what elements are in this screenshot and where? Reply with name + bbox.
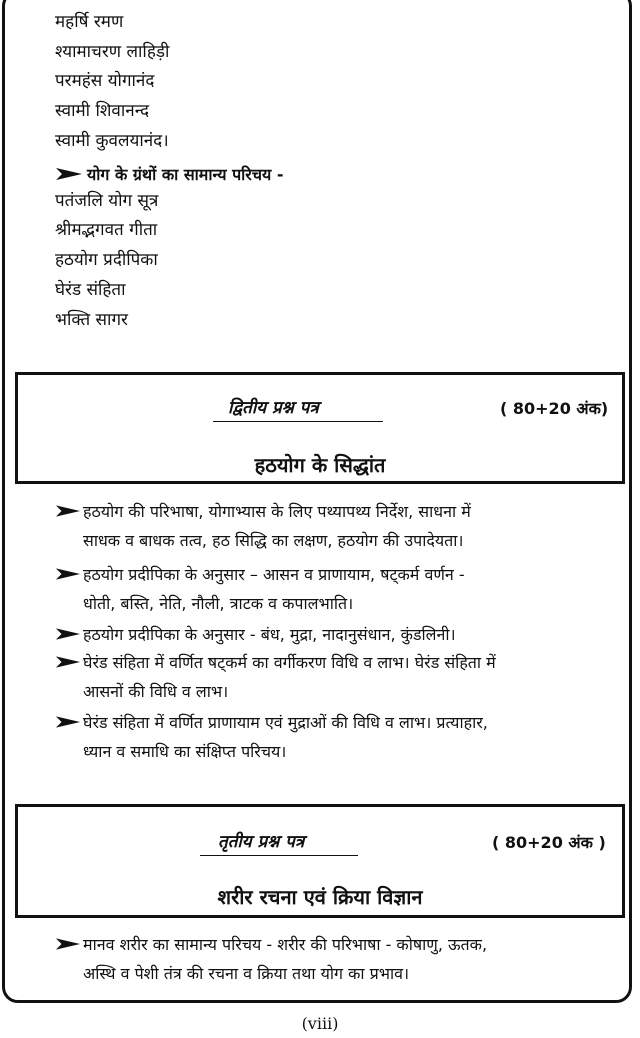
texts-heading [55,163,284,185]
point-line: आसनों की विधि व लाभ। [83,682,229,701]
point-line: मानव शरीर का सामान्य परिचय - शरीर की परिभाषा - कोषाणु, ऊतक, [83,935,488,954]
paper3-header-box [15,804,625,918]
yogi-item: स्वामी शिवानन्द [55,101,149,121]
paper3-title: तृतीय प्रश्न पत्र [218,832,305,852]
point-line: साधक व बाधक तत्व, हठ सिद्धि का लक्षण, हठयोग की उपादेयता। [83,531,464,550]
yogi-item: परमहंस योगानंद [55,71,155,91]
paper2-title-underline [213,421,383,422]
arrowhead-bullet-icon [55,504,81,518]
paper3-marks: ( 80+20 अंक ) [492,833,606,852]
point-line: घेरंड संहिता में वर्णित प्राणायाम एवं मुद्राओं की विधि व लाभ। प्रत्याहार, [83,713,488,732]
point-line: अस्थि व पेशी तंत्र की रचना व क्रिया तथा योग का प्रभाव। [83,964,410,983]
arrowhead-bullet-icon [55,567,81,581]
point-line: घेरंड संहिता में वर्णित षट्कर्म का वर्गीकरण विधि व लाभ। घेरंड संहिता में [83,653,496,672]
text-item: घेरंड संहिता [55,280,126,300]
arrowhead-bullet-icon [55,937,81,951]
arrowhead-bullet-icon [55,627,81,641]
page-number: (viii) [301,1014,339,1033]
arrowhead-bullet-icon [55,167,83,181]
point-line: हठयोग की परिभाषा, योगाभ्यास के लिए पथ्यापथ्य निर्देश, साधना में [83,502,471,521]
point-line: धोती, बस्ति, नेति, नौली, त्राटक व कपालभाति। [83,594,354,613]
paper3-subject: शरीर रचना एवं क्रिया विज्ञान [217,885,423,909]
point-line: ध्यान व समाधि का संक्षिप्त परिचय। [83,742,287,761]
paper2-title: द्वितीय प्रश्न पत्र [228,398,319,418]
text-item: श्रीमद्भगवत गीता [55,220,158,240]
paper2-subject: हठयोग के सिद्धांत [254,453,386,477]
paper2-marks: ( 80+20 अंक) [500,399,609,418]
texts-heading-label: योग के ग्रंथों का सामान्य परिचय - [87,165,284,184]
arrowhead-bullet-icon [55,715,81,729]
yogi-item: स्वामी कुवलयानंद। [55,131,169,151]
arrowhead-bullet-icon [55,655,81,669]
point-line: हठयोग प्रदीपिका के अनुसार - बंध, मुद्रा, नादानुसंधान, कुंडलिनी। [83,625,456,644]
text-item: भक्ति सागर [55,310,128,330]
point-line: हठयोग प्रदीपिका के अनुसार – आसन व प्राणायाम, षट्कर्म वर्णन - [83,565,465,584]
text-item: हठयोग प्रदीपिका [55,250,158,270]
text-item: पतंजलि योग सूत्र [55,191,159,211]
yogi-item: श्यामाचरण लाहिड़ी [55,42,170,62]
paper3-title-underline [200,855,358,856]
yogi-item: महर्षि रमण [55,12,124,32]
paper2-header-box [15,372,625,484]
